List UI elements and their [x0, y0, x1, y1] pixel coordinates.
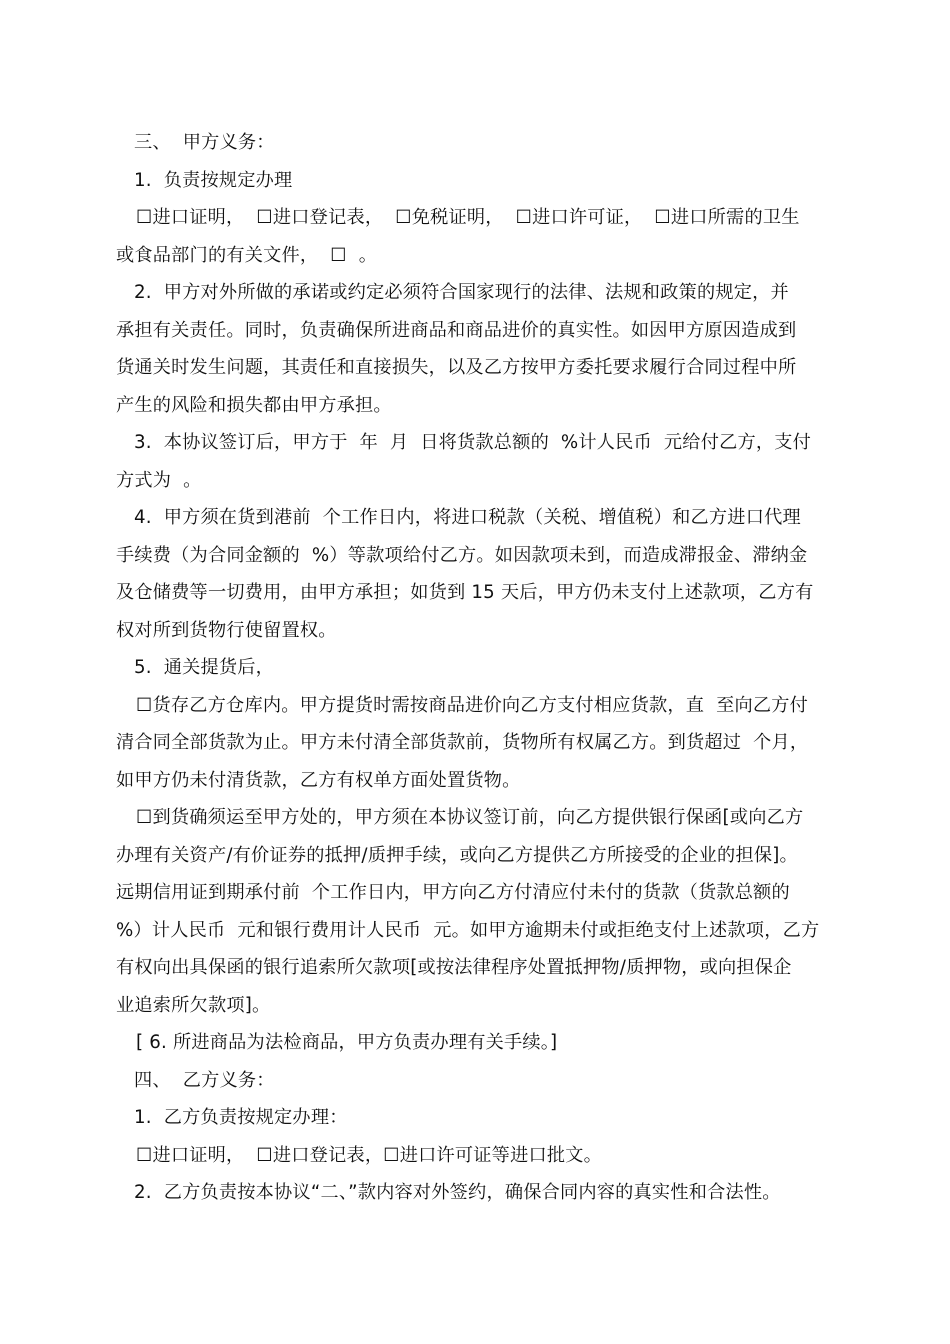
checkbox-options-line-1: ☐进口证明， ☐进口登记表， ☐免税证明， ☐进口许可证， ☐进口所需的卫生: [136, 207, 800, 228]
clause-5-option-a-line-1: ☐货存乙方仓库内。甲方提货时需按商品进价向乙方支付相应货款，直 至向乙方付: [136, 694, 809, 716]
clause-4-line-2: 手续费（为合同金额的 %）等款项给付乙方。如因款项未到，而造成滞报金、滞纳金: [116, 544, 808, 566]
clause-2-line-2: 承担有关责任。同时，负责确保所进商品和商品进价的真实性。如因甲方原因造成到: [116, 319, 797, 341]
clause-5-option-b-line-6: 业追索所欠款项]。: [116, 994, 271, 1016]
clause-3-line-2: 方式为 。: [116, 469, 202, 491]
section-heading-party-a-obligations: 三、 甲方义务：: [134, 132, 275, 153]
clause-2-line-1: 2. 甲方对外所做的承诺或约定必须符合国家现行的法律、法规和政策的规定，并: [134, 282, 789, 303]
section-heading-party-b-obligations: 四、 乙方义务：: [134, 1069, 275, 1091]
clause-5-option-b-line-1: ☐到货确须运至甲方处的，甲方须在本协议签订前，向乙方提供银行保函[或向乙方: [136, 807, 804, 828]
checkbox-options-line-2: 或食品部门的有关文件， ☐ 。: [116, 244, 378, 266]
clause-5-option-a-line-3: 如甲方仍未付清货款，乙方有权单方面处置货物。: [116, 769, 521, 791]
clause-4-line-3: 及仓储费等一切费用，由甲方承担；如货到 15 天后，甲方仍未支付上述款项，乙方有: [116, 582, 814, 603]
party-b-checkbox-options: ☐进口证明， ☐进口登记表，☐进口许可证等进口批文。: [136, 1144, 603, 1166]
clause-5-option-b-line-5: 有权向出具保函的银行追索所欠款项[或按法律程序处置抵押物/质押物，或向担保企: [116, 957, 792, 978]
clause-4-line-1: 4. 甲方须在货到港前 个工作日内，将进口税款（关税、增值税）和乙方进口代理: [134, 507, 801, 528]
clause-4-line-4: 权对所到货物行使留置权。: [116, 619, 337, 641]
party-b-clause-2: 2. 乙方负责按本协议“二、”款内容对外签约，确保合同内容的真实性和合法性。: [134, 1182, 781, 1203]
clause-1-heading: 1. 负责按规定办理: [134, 169, 293, 191]
document-body: [116, 124, 836, 1212]
clause-5-heading: 5. 通关提货后，: [134, 657, 275, 678]
party-b-clause-1-heading: 1. 乙方负责按规定办理：: [134, 1107, 348, 1128]
clause-2-line-3: 货通关时发生问题，其责任和直接损失，以及乙方按甲方委托要求履行合同过程中所: [116, 357, 797, 378]
clause-2-line-4: 产生的风险和损失都由甲方承担。: [116, 394, 392, 416]
clause-3-line-1: 3. 本协议签订后，甲方于 年 月 日将货款总额的 %计人民币 元给付乙方，支付: [134, 432, 812, 453]
clause-5-option-a-line-2: 清合同全部货款为止。甲方未付清全部货款前，货物所有权属乙方。到货超过 个月，: [116, 732, 809, 753]
clause-6: [ 6. 所进商品为法检商品，甲方负责办理有关手续。]: [136, 1032, 558, 1053]
clause-5-option-b-line-2: 办理有关资产/有价证券的抵押/质押手续，或向乙方提供乙方所接受的企业的担保]。: [116, 844, 798, 866]
clause-5-option-b-line-4: %）计人民币 元和银行费用计人民币 元。如甲方逾期未付或拒绝支付上述款项，乙方: [116, 919, 820, 941]
clause-5-option-b-line-3: 远期信用证到期承付前 个工作日内，甲方向乙方付清应付未付的货款（货款总额的: [116, 882, 790, 903]
